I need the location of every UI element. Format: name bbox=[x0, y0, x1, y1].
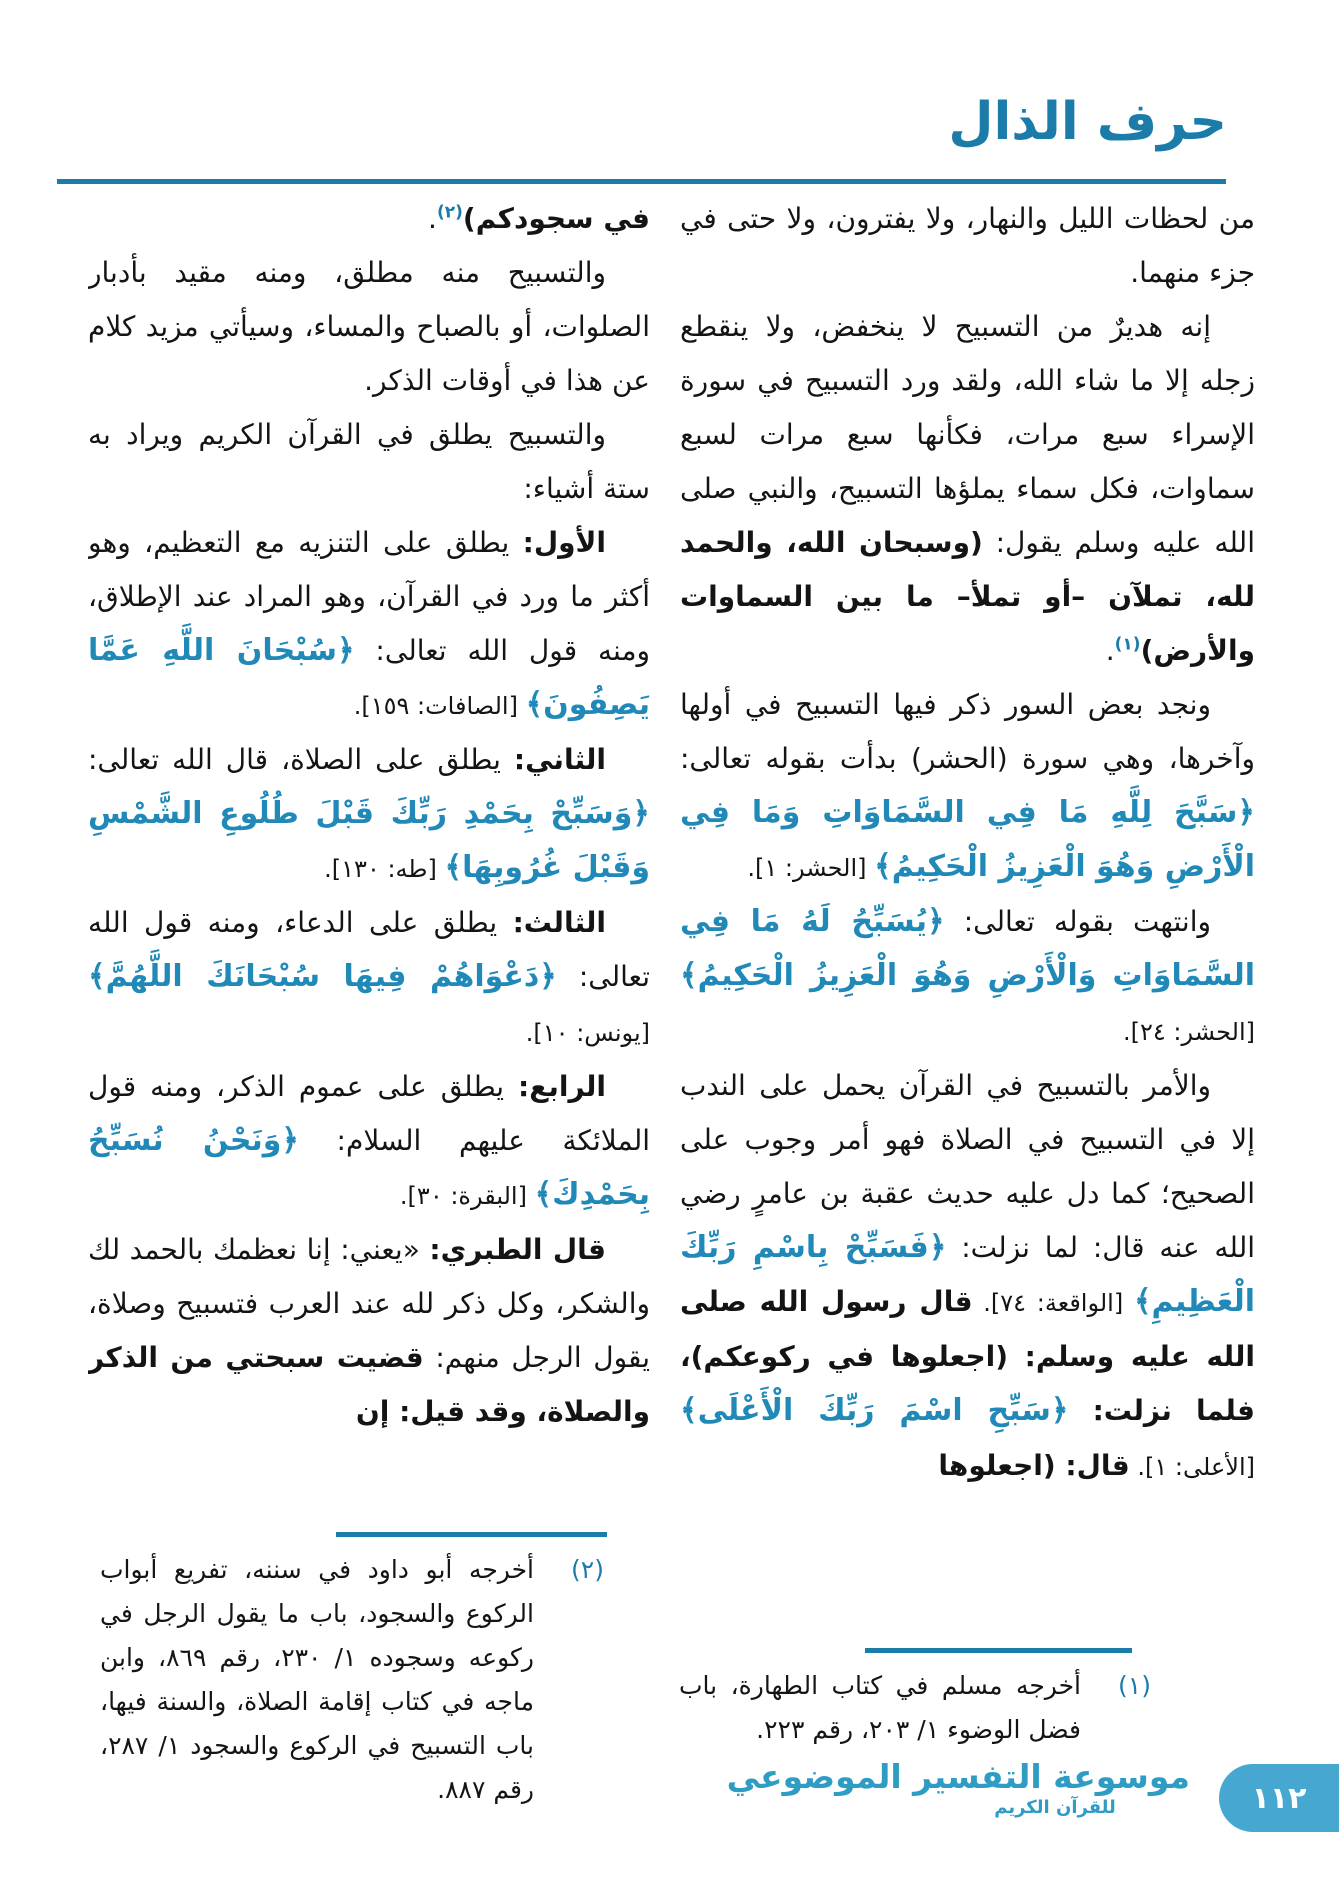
emphasis-text: قضيت سبحتي من الذكر والصلاة، وقد قيل: إن bbox=[88, 1341, 650, 1428]
verse-reference: [طه: ١٣٠]. bbox=[324, 855, 445, 883]
paragraph bbox=[680, 678, 1255, 895]
body-text: والتسبيح يطلق في القرآن الكريم ويراد به ستة أشياء: bbox=[88, 418, 650, 505]
paragraph bbox=[88, 408, 650, 516]
footnote-2 bbox=[100, 1548, 610, 1812]
quran-verse-text: ﴿يُسَبِّحُ لَهُ مَا فِي السَّمَاوَاتِ وَالْأَرْضِ وَهُوَ الْعَزِيزُ الْحَكِيمُ﴾ bbox=[680, 904, 1255, 993]
body-text: وانتهت بقوله تعالى: bbox=[944, 905, 1211, 938]
paragraph bbox=[680, 1059, 1255, 1494]
verse-reference: [الواقعة: ٧٤]. bbox=[972, 1289, 1134, 1317]
verse-reference: [الحشر: ١]. bbox=[747, 854, 875, 882]
quran-verse-text: ﴿فَسَبِّحْ بِاسْمِ رَبِّكَ الْعَظِيمِ﴾ bbox=[680, 1230, 1255, 1319]
body-text: يطلق على التنزيه مع التعظيم، وهو أكثر ما ورد في القرآن، وهو المراد عند الإطلاق، ومنه قول الله تعالى: bbox=[88, 526, 650, 667]
paragraph bbox=[680, 300, 1255, 678]
emphasis-text: الثالث: bbox=[512, 906, 606, 939]
header-rule bbox=[57, 179, 1226, 184]
footnote-number: (١) bbox=[1118, 1671, 1151, 1700]
verse-reference: [يونس: ١٠]. bbox=[525, 1019, 650, 1047]
verse-reference: [الأعلى: ١]. bbox=[1129, 1453, 1255, 1481]
quran-verse-text: ﴿سَبَّحَ لِلَّهِ مَا فِي السَّمَاوَاتِ وَمَا فِي الْأَرْضِ وَهُوَ الْعَزِيزُ الْحَكِيمُ﴾ bbox=[680, 795, 1255, 884]
footnote-1 bbox=[679, 1664, 1157, 1752]
column-left bbox=[88, 192, 650, 1522]
verse-reference: [الصافات: ١٥٩]. bbox=[353, 692, 526, 720]
footnote-text: أخرجه مسلم في كتاب الطهارة، باب فضل الوضوء ١/ ٢٠٣، رقم ٢٢٣. bbox=[679, 1671, 1081, 1744]
body-text: ونجد بعض السور ذكر فيها التسبيح في أولها وآخرها، وهي سورة (الحشر) بدأت بقوله تعالى: bbox=[680, 688, 1255, 775]
paragraph bbox=[88, 516, 650, 733]
emphasis-text: (وسبحان الله، والحمد لله، تملآن –أو تملأ– ما بين السماوات والأرض) bbox=[680, 526, 1255, 667]
body-text: يطلق على عموم الذكر، ومنه قول الملائكة عليهم السلام: bbox=[88, 1070, 650, 1157]
emphasis-text: قال رسول الله صلى الله عليه وسلم: (اجعلوها في ركوعكم)، فلما نزلت: bbox=[680, 1285, 1255, 1427]
body-text: إنه هديرٌ من التسبيح لا ينخفض، ولا ينقطع زجله إلا ما شاء الله، ولقد ورد التسبيح في سورة الإسراء سبع مرات، فكأنها سبع مرات لسبع سماوات، فكل سماء يملؤها التسبيح، والنبي صلى الله عليه وسلم يقول: bbox=[680, 310, 1255, 559]
emphasis-text: في سجودكم) bbox=[462, 202, 650, 235]
footnote-number: (٢) bbox=[571, 1555, 604, 1584]
paragraph bbox=[88, 733, 650, 896]
quran-verse-text: ﴿سَبِّحِ اسْمَ رَبِّكَ الْأَعْلَى﴾ bbox=[680, 1393, 1069, 1428]
logo-subtitle: للقرآن الكريم bbox=[994, 1797, 1116, 1819]
verse-reference: [البقرة: ٣٠]. bbox=[399, 1182, 535, 1210]
emphasis-text: الرابع: bbox=[518, 1070, 606, 1103]
footnote-separator-right bbox=[865, 1648, 1132, 1653]
paragraph bbox=[680, 192, 1255, 300]
verse-reference: [الحشر: ٢٤]. bbox=[1123, 1018, 1255, 1046]
paragraph bbox=[88, 246, 650, 408]
quran-verse-text: ﴿وَنَحْنُ نُسَبِّحُ بِحَمْدِكَ﴾ bbox=[88, 1123, 650, 1212]
footnote-text: أخرجه أبو داود في سننه، تفريع أبواب الركوع والسجود، باب ما يقول الرجل في ركوعه وسجوده ١/ ٢٣٠، رقم ٨٦٩، وابن ماجه في كتاب إقامة الصلاة، والسنة فيها، باب التسبيح في الركوع والسجود ١/ ٢٨٧، رقم ٨٨٧. bbox=[100, 1555, 535, 1804]
body-text: . bbox=[1105, 634, 1115, 667]
footnote-ref-marker: (٢) bbox=[436, 202, 463, 223]
body-text: «يعني: إنا نعظمك بالحمد لك والشكر، وكل ذكر لله عند العرب فتسبيح وصلاة، يقول الرجل منهم: bbox=[88, 1233, 650, 1374]
paragraph bbox=[88, 1223, 650, 1439]
paragraph bbox=[88, 192, 650, 246]
paragraph bbox=[680, 895, 1255, 1059]
emphasis-text: قال: (اجعلوها bbox=[938, 1449, 1130, 1482]
quran-verse-text: ﴿وَسَبِّحْ بِحَمْدِ رَبِّكَ قَبْلَ طُلُوعِ الشَّمْسِ وَقَبْلَ غُرُوبِهَا﴾ bbox=[88, 796, 650, 885]
chapter-title: حرف الذال bbox=[948, 92, 1227, 152]
body-text: يطلق على الصلاة، قال الله تعالى: bbox=[88, 743, 514, 776]
paragraph bbox=[88, 1060, 650, 1223]
body-text: . bbox=[428, 202, 437, 235]
quran-verse-text: ﴿دَعْوَاهُمْ فِيهَا سُبْحَانَكَ اللَّهُمَّ﴾ bbox=[88, 959, 557, 994]
body-text: والأمر بالتسبيح في القرآن يحمل على الندب إلا في التسبيح في الصلاة فهو أمر وجوب على الصحيح؛ كما دل عليه حديث عقبة بن عامرٍ رضي الله عنه قال: لما نزلت: bbox=[680, 1069, 1255, 1264]
body-text: من لحظات الليل والنهار، ولا يفترون، ولا حتى في جزء منهما. bbox=[680, 202, 1255, 289]
body-text: يطلق على الدعاء، ومنه قول الله تعالى: bbox=[88, 906, 650, 993]
emphasis-text: قال الطبري: bbox=[429, 1233, 606, 1266]
paragraph bbox=[88, 896, 650, 1060]
column-right bbox=[680, 192, 1255, 1637]
page-number: ١١٢ bbox=[1251, 1780, 1307, 1816]
body-text: والتسبيح منه مطلق، ومنه مقيد بأدبار الصلوات، أو بالصباح والمساء، وسيأتي مزيد كلام عن هذا في أوقات الذكر. bbox=[88, 256, 650, 397]
emphasis-text: الثاني: bbox=[513, 743, 606, 776]
publisher-logo bbox=[726, 1756, 1190, 1820]
quran-verse-text: ﴿سُبْحَانَ اللَّهِ عَمَّا يَصِفُونَ﴾ bbox=[88, 633, 650, 722]
footnote-separator-left bbox=[336, 1532, 607, 1537]
footnote-ref-marker: (١) bbox=[1114, 634, 1141, 655]
logo-title: موسوعة التفسير الموضوعي bbox=[726, 1757, 1190, 1796]
emphasis-text: الأول: bbox=[522, 526, 606, 559]
page-number-badge bbox=[1219, 1764, 1339, 1832]
